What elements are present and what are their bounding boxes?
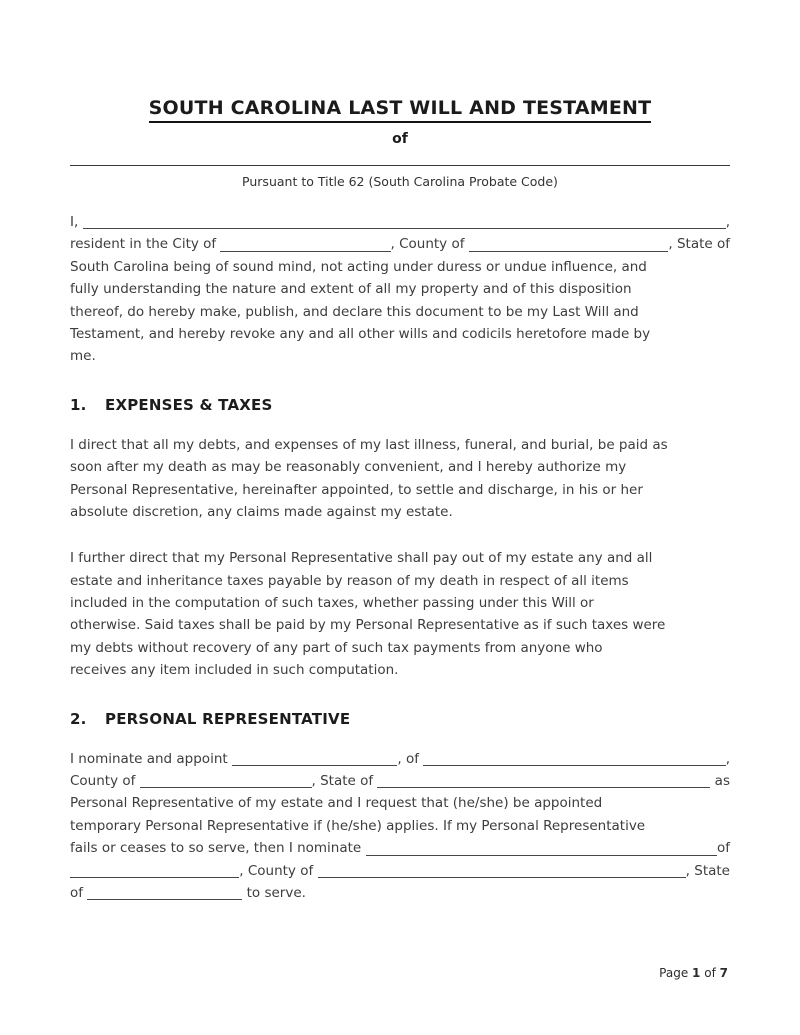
text-run: as (710, 773, 730, 790)
document-content (70, 96, 730, 928)
text-line (70, 547, 730, 569)
text-run: temporary Personal Representative if (he/she) applies. If my Personal Representative (70, 817, 646, 834)
text-run: , State of (311, 773, 378, 790)
text-run: County of (70, 773, 140, 790)
text-line (70, 434, 730, 456)
text-run: I further direct that my Personal Representative shall pay out of my estate any and all (70, 550, 653, 567)
text-line (70, 882, 730, 904)
title-of-label: of (392, 131, 408, 147)
text-run: of (70, 884, 88, 901)
footer-current-page: 1 (692, 966, 701, 980)
text-run: , (725, 213, 730, 230)
document-title (70, 96, 730, 123)
document-title-text: SOUTH CAROLINA LAST WILL AND TESTAMENT (149, 96, 652, 123)
text-line (70, 256, 730, 278)
fill-in-blank (140, 774, 312, 788)
fill-in-blank (318, 864, 686, 878)
text-line (70, 456, 730, 478)
page-number-footer (659, 966, 728, 980)
text-line (70, 792, 730, 814)
text-run: South Carolina being of sound mind, not acting under duress or undue influence, and (70, 258, 647, 275)
section-number: 1. (70, 395, 87, 414)
text-run: I nominate and appoint (70, 750, 232, 767)
text-run: otherwise. Said taxes shall be paid by my Personal Representative as if such taxes were (70, 617, 666, 634)
text-line (70, 233, 730, 255)
text-run: estate and inheritance taxes payable by reason of my death in respect of all items (70, 572, 629, 589)
text-line (70, 614, 730, 636)
section-title: PERSONAL REPRESENTATIVE (105, 709, 351, 728)
fill-in-blank (70, 864, 239, 878)
fill-in-blank (366, 842, 717, 856)
fill-in-blank (220, 238, 390, 252)
text-line (70, 323, 730, 345)
text-line (70, 211, 730, 233)
text-line (70, 278, 730, 300)
section-number: 2. (70, 709, 87, 728)
text-line (70, 860, 730, 882)
text-line (70, 748, 730, 770)
text-line (70, 815, 730, 837)
section-title: EXPENSES & TAXES (105, 395, 273, 414)
text-line (70, 345, 730, 367)
text-run: included in the computation of such taxes, whether passing under this Will or (70, 595, 594, 612)
text-line (70, 301, 730, 323)
section-heading (70, 708, 730, 730)
text-run: I, (70, 213, 83, 230)
paragraph (70, 434, 730, 524)
text-run: I direct that all my debts, and expenses of my last illness, funeral, and burial, be paid as (70, 436, 668, 453)
testator-name-blank-line (70, 164, 730, 166)
text-run: my debts without recovery of any part of such tax payments from anyone who (70, 639, 603, 656)
text-run: to serve. (242, 884, 306, 901)
fill-in-blank (469, 238, 669, 252)
pursuant-subtitle: Pursuant to Title 62 (South Carolina Probate Code) (242, 174, 558, 189)
text-run: , State of (668, 236, 730, 253)
section-heading (70, 394, 730, 416)
text-line (70, 837, 730, 859)
fill-in-blank (87, 886, 242, 900)
text-line (70, 659, 730, 681)
footer-of-label: of (704, 966, 716, 980)
paragraph (70, 748, 730, 905)
footer-page-label: Page (659, 966, 689, 980)
text-line (70, 570, 730, 592)
text-run: Personal Representative, hereinafter appointed, to settle and discharge, in his or her (70, 481, 643, 498)
text-run: , State (685, 862, 730, 879)
text-run: receives any item included in such computation. (70, 662, 399, 679)
paragraph (70, 547, 730, 681)
footer-total-pages: 7 (719, 966, 728, 980)
text-run: me. (70, 348, 96, 365)
paragraph (70, 211, 730, 368)
text-run: Testament, and hereby revoke any and all other wills and codicils heretofore made by (70, 325, 651, 342)
fill-in-blank (423, 752, 725, 766)
text-run: , County of (390, 236, 469, 253)
text-line (70, 637, 730, 659)
text-run: Personal Representative of my estate and I request that (he/she) be appointed (70, 795, 603, 812)
text-line (70, 501, 730, 523)
text-run: fails or ceases to so serve, then I nominate (70, 840, 366, 857)
text-run: , County of (239, 862, 318, 879)
text-run: absolute discretion, any claims made against my estate. (70, 503, 453, 520)
fill-in-blank (377, 774, 710, 788)
fill-in-blank (83, 215, 726, 229)
text-line (70, 479, 730, 501)
document-body (70, 211, 730, 904)
text-run: fully understanding the nature and extent of all my property and of this disposition (70, 281, 632, 298)
fill-in-blank (232, 752, 397, 766)
text-line (70, 592, 730, 614)
text-line (70, 770, 730, 792)
text-run: resident in the City of (70, 236, 221, 253)
text-run: , of (397, 750, 424, 767)
text-run: of (716, 840, 730, 857)
text-run: thereof, do hereby make, publish, and declare this document to be my Last Will and (70, 303, 639, 320)
text-run: , (725, 750, 730, 767)
text-run: soon after my death as may be reasonably convenient, and I hereby authorize my (70, 459, 627, 476)
